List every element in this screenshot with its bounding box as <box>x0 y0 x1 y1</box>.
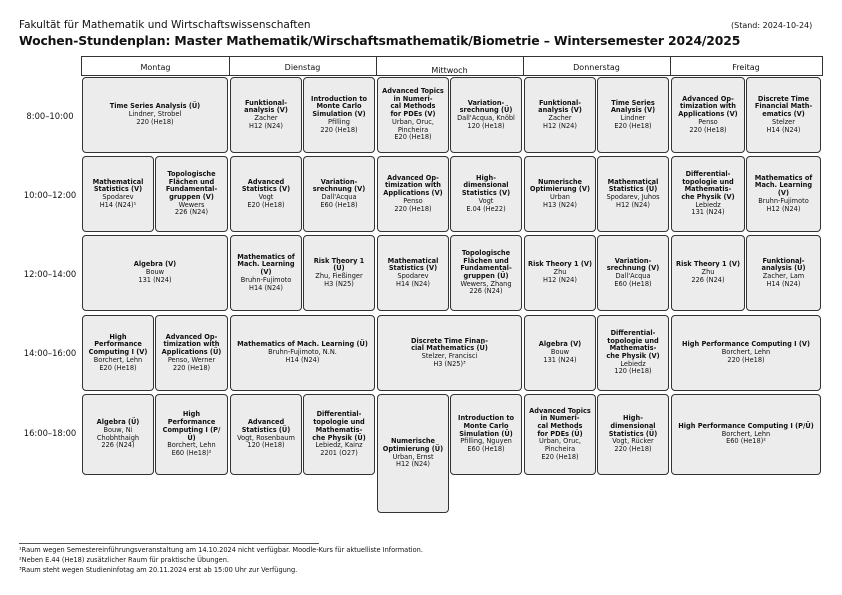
course-title: Advanced Op- timization with Applications (V) <box>383 173 443 198</box>
course-lecturers: Zhu <box>701 268 715 277</box>
course-room: 220 (He18) <box>727 355 765 364</box>
course-cell[interactable] <box>524 156 596 232</box>
course-cell[interactable] <box>82 156 154 232</box>
time-label: 12:00–14:00 <box>23 269 77 279</box>
course-cell[interactable] <box>597 235 669 311</box>
course-lecturers: Wewers, Zhang <box>460 279 512 288</box>
course-lecturers: Spodarev <box>397 272 429 280</box>
course-lecturers: Penso <box>698 117 718 126</box>
course-cell[interactable] <box>450 235 522 311</box>
course-lecturers: Borchert, Lehn <box>721 348 771 357</box>
course-lecturers: Vogt <box>258 193 274 201</box>
course-cell[interactable] <box>82 77 228 153</box>
course-room: H3 (N25)³ <box>433 359 466 368</box>
course-cell[interactable] <box>377 394 449 513</box>
footnote: ¹Raum wegen Semestereinführungsveranstaltung am 14.10.2024 nicht verfügbar. Moodle-Kurs für aktuelliste Information. <box>19 546 423 554</box>
top-rule <box>81 56 823 57</box>
course-cell[interactable] <box>746 77 821 153</box>
course-cell[interactable] <box>597 77 669 153</box>
course-title: High Performance Computing I (V) <box>88 332 148 357</box>
course-lecturers: Bouw, Ni Chobhthaigh <box>96 425 140 442</box>
course-title: Introduction to Monte Carlo Simulation (Ü) <box>457 414 515 438</box>
course-lecturers: Lebiedz <box>695 200 721 209</box>
course-lecturers: Bruhn-Fujimoto <box>758 196 809 205</box>
course-title: Topologische Flächen und Fundamental- gruppen (V) <box>165 169 218 201</box>
course-room: E20 (He18) <box>614 121 652 130</box>
course-cell[interactable] <box>524 235 596 311</box>
course-title: Numerische Optimierung (V) <box>529 177 591 194</box>
course-room: 120 (He18) <box>247 441 285 450</box>
course-lecturers: Vogt <box>478 196 494 205</box>
course-cell[interactable] <box>450 394 522 475</box>
course-title: Algebra (Ü) <box>96 418 140 427</box>
course-lecturers: Zhu, Fießinger <box>315 272 363 280</box>
course-room: H14 (N24) <box>285 355 320 364</box>
course-cell[interactable] <box>524 77 596 153</box>
course-cell[interactable] <box>230 77 302 153</box>
day-header-wednesday: Mittwoch <box>431 66 468 75</box>
course-lecturers: Urban, Oruc, Pincheira <box>392 117 434 134</box>
time-label: 14:00–16:00 <box>23 348 77 358</box>
course-cell[interactable] <box>377 156 449 232</box>
course-title: Introduction to Monte Carlo Simulation (V) <box>310 94 368 119</box>
course-room: 2201 (O27) <box>320 448 358 457</box>
course-lecturers: Spodarev <box>102 193 134 201</box>
course-lecturers: Bouw <box>145 268 165 277</box>
course-room: 226 (N24) <box>174 208 209 217</box>
course-cell[interactable] <box>377 77 449 153</box>
course-room: 131 (N24) <box>138 275 172 284</box>
course-lecturers: Wewers <box>178 200 205 209</box>
course-cell[interactable] <box>155 156 228 232</box>
course-lecturers: Zacher, Lam <box>762 272 805 280</box>
course-title: High-dimensional Statistics (Ü) <box>608 414 658 438</box>
course-title: Advanced Topics in Numeri- cal Methods for PDEs (Ü) <box>529 406 591 438</box>
course-room: 131 (N24) <box>691 208 725 217</box>
course-room: H12 (N24) <box>543 121 577 130</box>
course-title: High Performance Computing I (V) <box>681 340 811 349</box>
course-cell[interactable] <box>155 394 228 475</box>
stand-date: (Stand: 2024-10-24) <box>731 21 813 30</box>
course-room: H13 (N24) <box>543 200 577 209</box>
course-cell[interactable] <box>230 235 302 311</box>
course-title: Funktional- analysis (V) <box>244 98 288 115</box>
course-title: Risk Theory 1 (V) <box>676 260 740 269</box>
course-cell[interactable] <box>450 156 522 232</box>
course-room: H14 (N24) <box>766 125 801 134</box>
course-lecturers: Bruhn-Fujimoto, N.N. <box>268 348 337 357</box>
course-lecturers: Bruhn-Fujimoto <box>240 275 292 284</box>
course-title: Algebra (V) <box>133 260 177 269</box>
course-cell[interactable] <box>746 156 821 232</box>
day-header-thursday: Donnerstag <box>573 63 620 72</box>
course-cell[interactable] <box>597 394 669 475</box>
course-title: Advanced Statistics (V) <box>241 177 291 194</box>
course-title: Funktional- analysis (V) <box>538 98 582 115</box>
course-room: E60 (He18) <box>614 279 652 288</box>
time-label: 10:00–12:00 <box>23 190 77 200</box>
course-room: 131 (N24) <box>543 355 577 364</box>
course-cell[interactable] <box>303 394 375 475</box>
course-lecturers: Lindner <box>620 114 646 122</box>
course-room: H12 (N24) <box>249 121 283 130</box>
course-room: E20 (He18) <box>247 200 285 209</box>
footnote: ²Neben E.44 (He18) zusätzlicher Raum für praktische Übungen. <box>19 556 229 564</box>
course-cell[interactable] <box>230 315 375 391</box>
course-title: Advanced Topics in Numeri- cal Methods for PDEs (V) <box>382 87 444 119</box>
day-header-rule <box>81 75 823 76</box>
course-title: Mathematics of Mach. Learning (V) <box>754 173 813 198</box>
day-header-friday: Freitag <box>732 63 760 72</box>
course-cell[interactable] <box>671 77 745 153</box>
course-lecturers: Dall'Acqua <box>321 193 357 201</box>
course-title: High Performance Computing I (P/Ü) <box>678 421 814 430</box>
course-lecturers: Lebiedz, Kainz <box>315 441 363 450</box>
course-lecturers: Borchert, Lehn <box>167 441 216 450</box>
course-lecturers: Lebiedz <box>620 359 646 368</box>
course-cell[interactable] <box>303 156 375 232</box>
course-lecturers: Stelzer <box>772 117 795 126</box>
course-room: 220 (He18) <box>394 204 432 213</box>
course-room: H3 (N25) <box>324 279 354 288</box>
footnote: ³Raum steht wegen Studieninfotag am 20.11.2024 erst ab 15:00 Uhr zur Verfügung. <box>19 566 298 574</box>
course-cell[interactable] <box>82 394 154 475</box>
footnote-rule <box>19 543 319 544</box>
course-title: High-dimensional Statistics (V) <box>461 173 511 198</box>
course-title: Differential- topologie und Mathematis- che Physik (V) <box>606 328 660 360</box>
course-cell[interactable] <box>597 156 669 232</box>
course-title: Funktional- analysis (Ü) <box>761 256 806 273</box>
course-room: E20 (He18) <box>394 133 432 142</box>
course-title: Discrete Time Financial Math- ematics (V) <box>754 94 813 119</box>
course-title: Discrete Time Finan- cial Mathematics (Ü) <box>411 336 488 353</box>
course-lecturers: Stelzer, Francisci <box>421 352 478 360</box>
course-lecturers: Spodarev, Juhos <box>606 193 660 201</box>
course-title: Mathematical Statistics (V) <box>92 177 144 194</box>
course-title: Numerische Optimierung (Ü) <box>382 437 444 453</box>
course-title: Variation- srechnung (V) <box>606 256 660 273</box>
course-lecturers: Penso <box>403 196 423 205</box>
course-room: 120 (He18) <box>614 367 652 376</box>
day-header-tuesday: Dienstag <box>284 63 321 72</box>
course-room: H12 (N24) <box>766 204 801 213</box>
course-cell[interactable] <box>82 235 228 311</box>
course-cell[interactable] <box>450 77 522 153</box>
course-title: Mathematical Statistics (V) <box>387 256 439 273</box>
course-cell[interactable] <box>524 315 596 391</box>
course-room: 226 (N24) <box>469 287 503 296</box>
course-room: 220 (He18) <box>172 363 211 372</box>
course-title: Differential- topologie und Mathematis- che Physik (Ü) <box>312 410 366 442</box>
course-lecturers: Dall'Acqua <box>615 272 651 280</box>
course-title: Time Series Analysis (V) <box>610 98 656 115</box>
course-cell[interactable] <box>671 235 745 311</box>
course-cell[interactable] <box>155 315 228 391</box>
course-room: E.04 (He22) <box>466 204 506 213</box>
course-room: E20 (He18) <box>99 363 137 372</box>
course-title: Advanced Statistics (Ü) <box>241 418 291 434</box>
course-title: Variation- srechnung (V) <box>312 177 366 194</box>
course-title: Risk Theory 1 (V) <box>528 260 592 269</box>
course-lecturers: Pfilling <box>328 117 350 126</box>
course-lecturers: Borchert, Lehn <box>721 429 771 438</box>
day-header-monday: Montag <box>140 63 171 72</box>
course-title: Algebra (V) <box>538 340 582 349</box>
course-lecturers: Dall'Acqua, Knöbl <box>457 114 515 122</box>
course-cell[interactable] <box>82 315 154 391</box>
course-title: Advanced Op- timization with Applications (V) <box>678 94 738 119</box>
faculty-name: Fakultät für Mathematik und Wirtschaftswissenschaften <box>19 19 311 31</box>
page-title: Wochen-Stundenplan: Master Mathematik/Wirschaftsmathematik/Biometrie – Wintersemester 2024/2025 <box>19 33 741 48</box>
course-room: 220 (He18) <box>136 117 174 126</box>
course-cell[interactable] <box>303 235 375 311</box>
course-cell[interactable] <box>230 156 302 232</box>
course-room: 220 (He18) <box>689 125 727 134</box>
course-title: Mathematics of Mach. Learning (Ü) <box>237 340 368 349</box>
course-cell[interactable] <box>671 156 745 232</box>
course-room: H12 (N24) <box>543 275 577 284</box>
course-room: H12 (N24) <box>396 460 430 469</box>
course-cell[interactable] <box>746 235 821 311</box>
course-cell[interactable] <box>524 394 596 475</box>
course-cell[interactable] <box>377 235 449 311</box>
course-room: H14 (N24) <box>249 283 283 292</box>
course-lecturers: Urban <box>550 193 570 201</box>
course-room: H14 (N24) <box>766 279 801 288</box>
course-title: Mathematics of Mach. Learning (V) <box>237 252 295 277</box>
course-cell[interactable] <box>597 315 669 391</box>
course-room: H14 (N24)¹ <box>99 200 137 209</box>
course-room: E60 (He18) <box>320 200 358 209</box>
course-cell[interactable] <box>671 394 821 475</box>
course-lecturers: Bouw <box>550 348 570 357</box>
course-room: E60 (He18) <box>467 445 505 454</box>
course-room: E60 (He18)² <box>171 448 212 457</box>
course-title: Risk Theory 1 (Ü) <box>313 256 365 273</box>
course-lecturers: Zacher <box>254 114 278 122</box>
course-lecturers: Penso, Werner <box>167 355 216 364</box>
course-title: Variation- srechnung (Ü) <box>459 98 513 115</box>
course-lecturers: Zhu <box>553 268 567 277</box>
course-lecturers: Borchert, Lehn <box>93 355 143 364</box>
course-title: Time Series Analysis (Ü) <box>109 102 201 111</box>
course-room: H12 (N24) <box>616 200 650 209</box>
course-title: Advanced Op- timization with Applications (Ü) <box>161 332 222 357</box>
course-room: 226 (N24) <box>101 441 135 450</box>
course-title: Differential- topologie und Mathematis- che Physik (V) <box>681 169 735 201</box>
course-lecturers: Urban, Ernst <box>392 452 434 461</box>
course-room: H14 (N24) <box>396 279 430 288</box>
course-lecturers: Urban, Oruc, Pincheira <box>539 437 581 454</box>
course-room: E60 (He18)² <box>726 437 766 446</box>
course-cell[interactable] <box>671 315 821 391</box>
time-label: 16:00–18:00 <box>23 428 77 438</box>
course-lecturers: Lindner, Strobel <box>128 110 182 119</box>
time-label: 8:00–10:00 <box>26 111 74 121</box>
course-room: 226 (N24) <box>691 275 725 284</box>
course-title: High Performance Computing I (P/Ü) <box>162 410 221 442</box>
course-room: 120 (He18) <box>467 121 505 130</box>
course-lecturers: Vogt, Rosenbaum <box>237 433 295 442</box>
course-lecturers: Vogt, Rücker <box>612 437 654 446</box>
course-room: 220 (He18) <box>614 445 652 454</box>
course-lecturers: Pfilling, Nguyen <box>460 437 512 446</box>
column-rule <box>822 56 823 76</box>
course-room: E20 (He18) <box>541 452 579 461</box>
course-cell[interactable] <box>377 315 522 391</box>
course-room: 220 (He18) <box>320 125 358 134</box>
course-cell[interactable] <box>303 77 375 153</box>
course-title: Mathematical Statistics (Ü) <box>607 177 659 194</box>
course-title: Topologische Flächen und Fundamental- gruppen (Ü) <box>460 248 512 280</box>
course-cell[interactable] <box>230 394 302 475</box>
course-lecturers: Zacher <box>548 114 572 122</box>
